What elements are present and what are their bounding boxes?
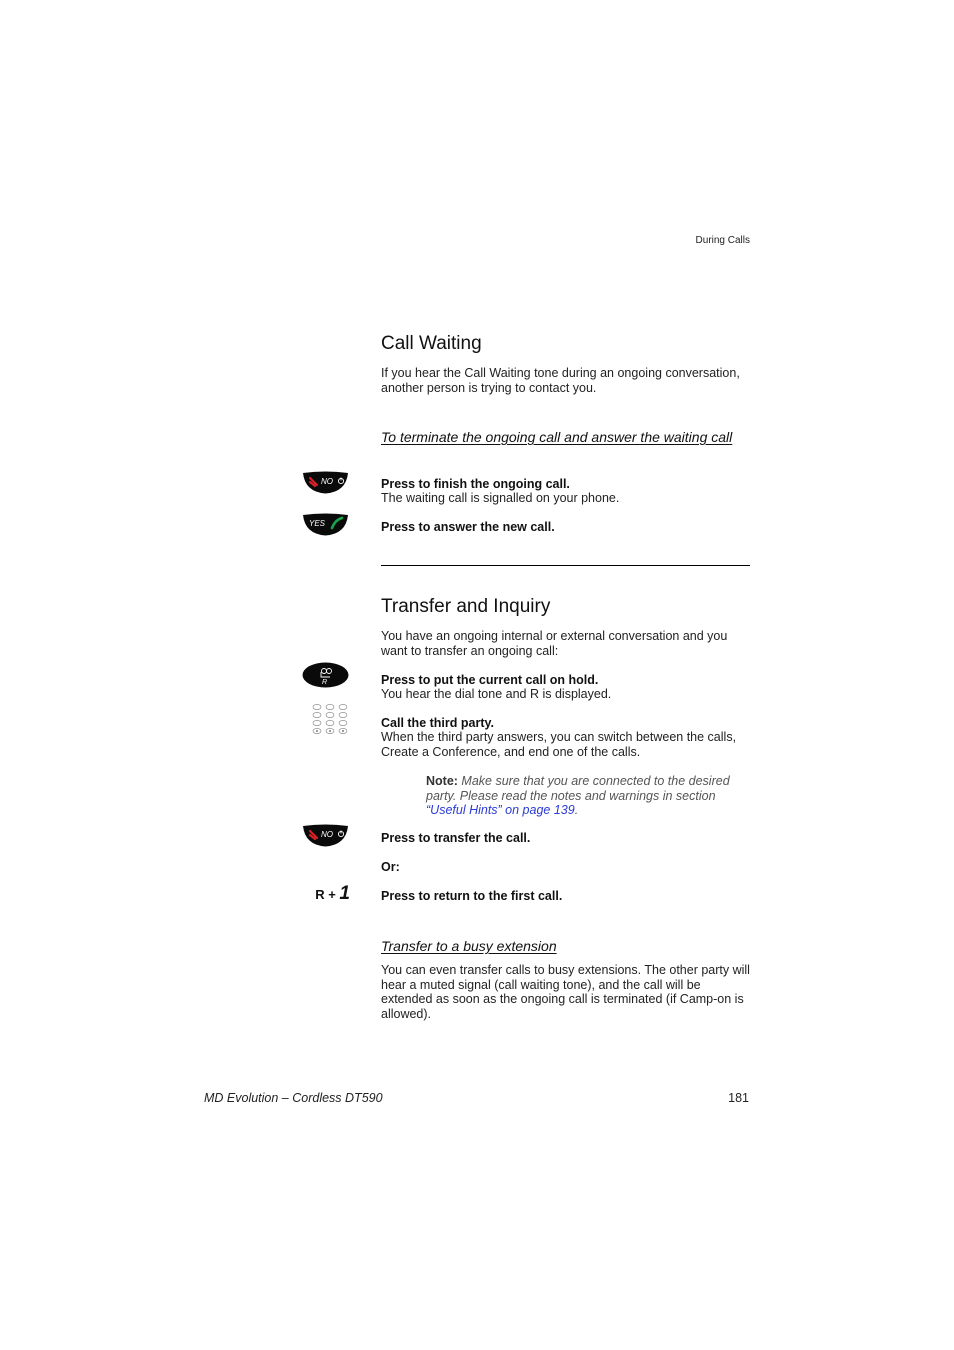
digit-1-icon: 1 — [339, 883, 350, 904]
busy-subheading: Transfer to a busy extension — [381, 938, 557, 954]
no-key-label: NO — [321, 830, 333, 839]
r-plus-1-key-combo — [300, 883, 350, 905]
section-title-call-waiting: Call Waiting — [381, 333, 482, 354]
yes-key-label: YES — [309, 519, 326, 528]
step-finish-call: Press to finish the ongoing call. — [381, 477, 570, 491]
step-finish-call-detail: The waiting call is signalled on your phone. — [381, 491, 620, 505]
step-or: Or: — [381, 860, 400, 874]
call-waiting-subheading: To terminate the ongoing call and answer the waiting call — [381, 429, 733, 445]
step-answer-call: Press to answer the new call. — [381, 520, 555, 534]
note-label: Note: — [426, 774, 458, 788]
footer-title: MD Evolution – Cordless DT590 — [204, 1091, 383, 1105]
step-transfer-call: Press to transfer the call. — [381, 831, 531, 845]
note-link-useful-hints[interactable]: “Useful Hints” on page 139 — [426, 803, 575, 817]
busy-text: You can even transfer calls to busy extensions. The other party will hear a muted signal (call waiting tone), and the call will be extended as soon as the ongoing call is terminated (if Camp-on is allowed). — [381, 963, 750, 1021]
running-header: During Calls — [695, 235, 750, 246]
r-plus-text: R + — [315, 887, 336, 902]
note-box — [426, 774, 746, 818]
step-call-third-party-detail: When the third party answers, you can switch between the calls, Create a Conference, and end one of the calls. — [381, 730, 737, 759]
yes-key-icon — [302, 512, 349, 536]
step-return-first-call: Press to return to the first call. — [381, 889, 563, 903]
transfer-intro: You have an ongoing internal or external conversation and you want to transfer an ongoing call: — [381, 629, 728, 658]
r-key-icon — [302, 662, 349, 688]
step-hold-call: Press to put the current call on hold. — [381, 673, 599, 687]
no-key-icon — [302, 470, 349, 494]
step-call-third-party: Call the third party. — [381, 716, 494, 730]
keypad-icon — [310, 703, 350, 737]
no-key-icon — [302, 823, 349, 847]
section-divider — [381, 565, 750, 566]
no-key-label: NO — [321, 477, 333, 486]
note-end: . — [574, 803, 579, 817]
page-number: 181 — [728, 1091, 749, 1105]
r-key-label: R — [322, 679, 328, 686]
step-hold-call-detail: You hear the dial tone and R is displayed. — [381, 687, 612, 701]
note-text: Make sure that you are connected to the desired party. Please read the notes and warnings in section — [426, 774, 730, 803]
section-title-transfer: Transfer and Inquiry — [381, 596, 551, 617]
call-waiting-intro: If you hear the Call Waiting tone during an ongoing conversation, another person is trying to contact you. — [381, 366, 740, 395]
